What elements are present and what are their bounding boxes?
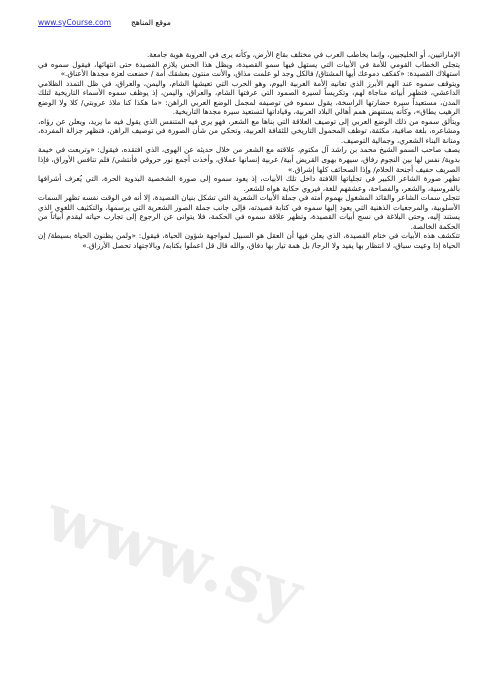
paragraph: يتجلى الخطاب القومي للأمة في الأبيات التي يستهل فيها سمو القصيدة، ويظل هذا الحس يلازم القصيدة حتى انتهائها، فيقول سموه في استهلاك القصيدة: «كفكف دموعك أيها المشتاق/ فالكل وجد لو علمت مذاق، والأنت منتون بعشقك أمة / خضعت لعزة مجدها الأعناق.»	[38, 59, 460, 79]
paragraph: تتكشف هذه الأبيات في ختام القصيدة، الذي يعلن فيها أن العقل هو السبيل لمواجهة شؤون الحياة، فيقول: «ولمن يظنون الحياة بسيطة/ إن الحياة إذا وعيت سباق، لا انتظار بها يفيد ولا الرجا/ بل همة تيار بها دفاق، والله قال قل اعملوا بكتابه/ وبالاجتهاد تحصل الأرزاق.»	[38, 231, 460, 250]
watermark	[36, 480, 480, 634]
paragraph: يصف صاحب السمو الشيخ محمد بن راشد آل مكتوم، علاقته مع الشعر من خلال حديثه عن الهوى، الذي افتقده، فيقول: «وتربعت في خيمة بدوية/ نفس لها بين النجوم رفاق، سيهرة بهوى القريض أبية/ عربية إنسانها عملاق، وأخذت أجمع نور حروفي فأنتشي/ فلم تنافس الأوراق، فإذا الصريف حفيف أجنحة الحلام/ وإذا الصحائف كلها إشراق.»	[38, 145, 460, 174]
paragraph: الإماراتيين، أو الخليجيين، وإنما يخاطب العرب في مختلف بقاع الأرض، وكأنه يرى في العروبة هوية جامعة.	[146, 50, 460, 59]
site-link[interactable]: www.syCourse.com	[38, 18, 112, 27]
article-body	[38, 50, 460, 250]
paragraph: ويتوقف سموه عند الهم الأبرز الذي تعانيه الأمة العربية اليوم، وهو الحرب التي تعيشها الشام، واليمن، والعراق، في ظل التمدد الظلامي الداعشي، فتظهر أبياته مناجاة لهم، وتكريساً لسيرة الصمود التي عرفتها الشام، والعراق، واليمن، إذ يوظف سموه الأسماء التاريخية لتلك المدن، مستعيداً سيرة حضارتها الراسخة، يقول سموه في توصيفه لمجمل الوضع العربي الراهن: «ما هكذا كنا ملاذ عروبتي/ كلا ولا الوضع الرهيب يطاق»، وكأنه يستنهض همم أهالي البلاد العربية، وقياداتها لتستعيد سيرة مجدها التاريخية.	[38, 78, 460, 117]
paragraph: تتجلى سمات الشاعر والقائد المشغول بهموم أمته في جملة الأبيات الشعرية التي تشكل بنيان القصيدة، إلا أنه في الوقت نفسه تظهر السمات الأسلوبية، والمرجعيات الذهنية التي يعود إليها سموه في كتابة قصيدته، فإلى جانب جملة الصور الشعرية التي يرسمها، والتكثيف اللغوي الذي يستند إليه، وحتى البلاغة في نسج أبيات القصيدة، وتظهر علاقة سموه في الحكمة، فلا يتوانى عن الرجوع إلى تجارب حياته ليقدم أبياتاً من الحكمة الخالصة.	[38, 193, 460, 231]
site-title: موقع المناهج	[131, 18, 171, 27]
paragraph: ويتألق سموه من ذلك الوضع العربي إلى توصيف العلاقة التي بناها مع الشعر، فهو يرى فيه المتنفس الذي يقول فيه ما يريد، ويعلن عن رؤاه، ومشاعره، بلغة صافية، مكثفة، توظف المحمول التاريخي للثقافة العربية، وتحكي من شأن الصورة في توصيف الراهن، فتظهر جزالة المفردة، ومتانة البناء الشعري، وجمالية التوصيف.	[38, 116, 460, 145]
page-header	[38, 18, 459, 32]
paragraph: تظهر صورة الشاعر الكبير في تجلياتها اللافتة داخل تلك الأبيات، إذ يعود سموه إلى صورة الشخصية البدوية الحرة، التي يُعرف أشرافها بالفروسية، والشعر، والفصاحة، وعشقهم للغة، فيروي حكاية هواه للشعر.	[38, 174, 460, 193]
watermark-text: www.sy	[36, 480, 314, 634]
